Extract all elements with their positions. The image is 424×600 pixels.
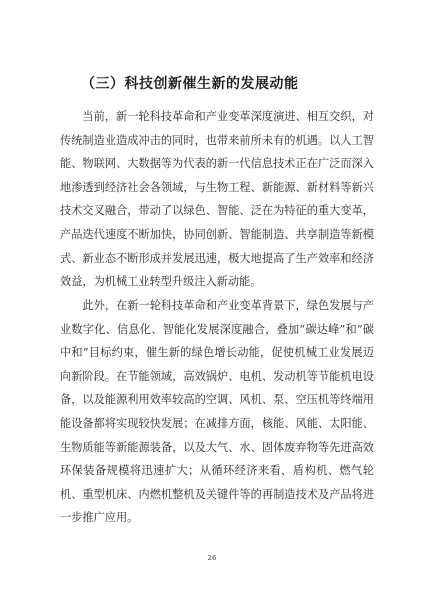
body-paragraph: 当前，新一轮科技革命和产业变革深度演进、相互交织，对传统制造业造成冲击的同时，也带来前所未有的机遇。以人工智能、物联网、大数据等为代表的新一代信息技术正在广泛而深入地渗透到经济社会各领域，与生物工程、新能源、新材料等新兴技术交叉融合，带动了以绿色、智能、泛在为特征的重大变革，产品迭代速度不断加快，协同创新、智能制造、共享制造等新模式、新业态不断形成并发展迅速，极大地提高了生产效率和经济效益，为机械工业转型升级注入新动能。: [60, 110, 374, 289]
body-paragraph: 此外，在新一轮科技革命和产业变革背景下，绿色发展与产业数字化、信息化、智能化发展深度融合，叠加“碳达峰”和“碳中和”目标约束，催生新的绿色增长动能，促使机械工业发展迈向新阶段。在节能领域，高效锅炉、电机、发动机等节能机电设备，以及能源利用效率较高的空调、风机、泵、空压机等终端用能设备都将实现较快发展；在减排方面，核能、风能、太阳能、生物质能等新能源装备，以及大气、水、固体废弃物等先进高效环保装备规模将迅速扩大；从循环经济来看，盾构机、燃气轮机、重型机床、内燃机整机及关键件等的再制造技术及产品将进一步推广应用。: [60, 299, 374, 525]
page-number: 26: [207, 554, 217, 562]
section-heading: （三）科技创新催生新的发展动能: [81, 76, 299, 92]
